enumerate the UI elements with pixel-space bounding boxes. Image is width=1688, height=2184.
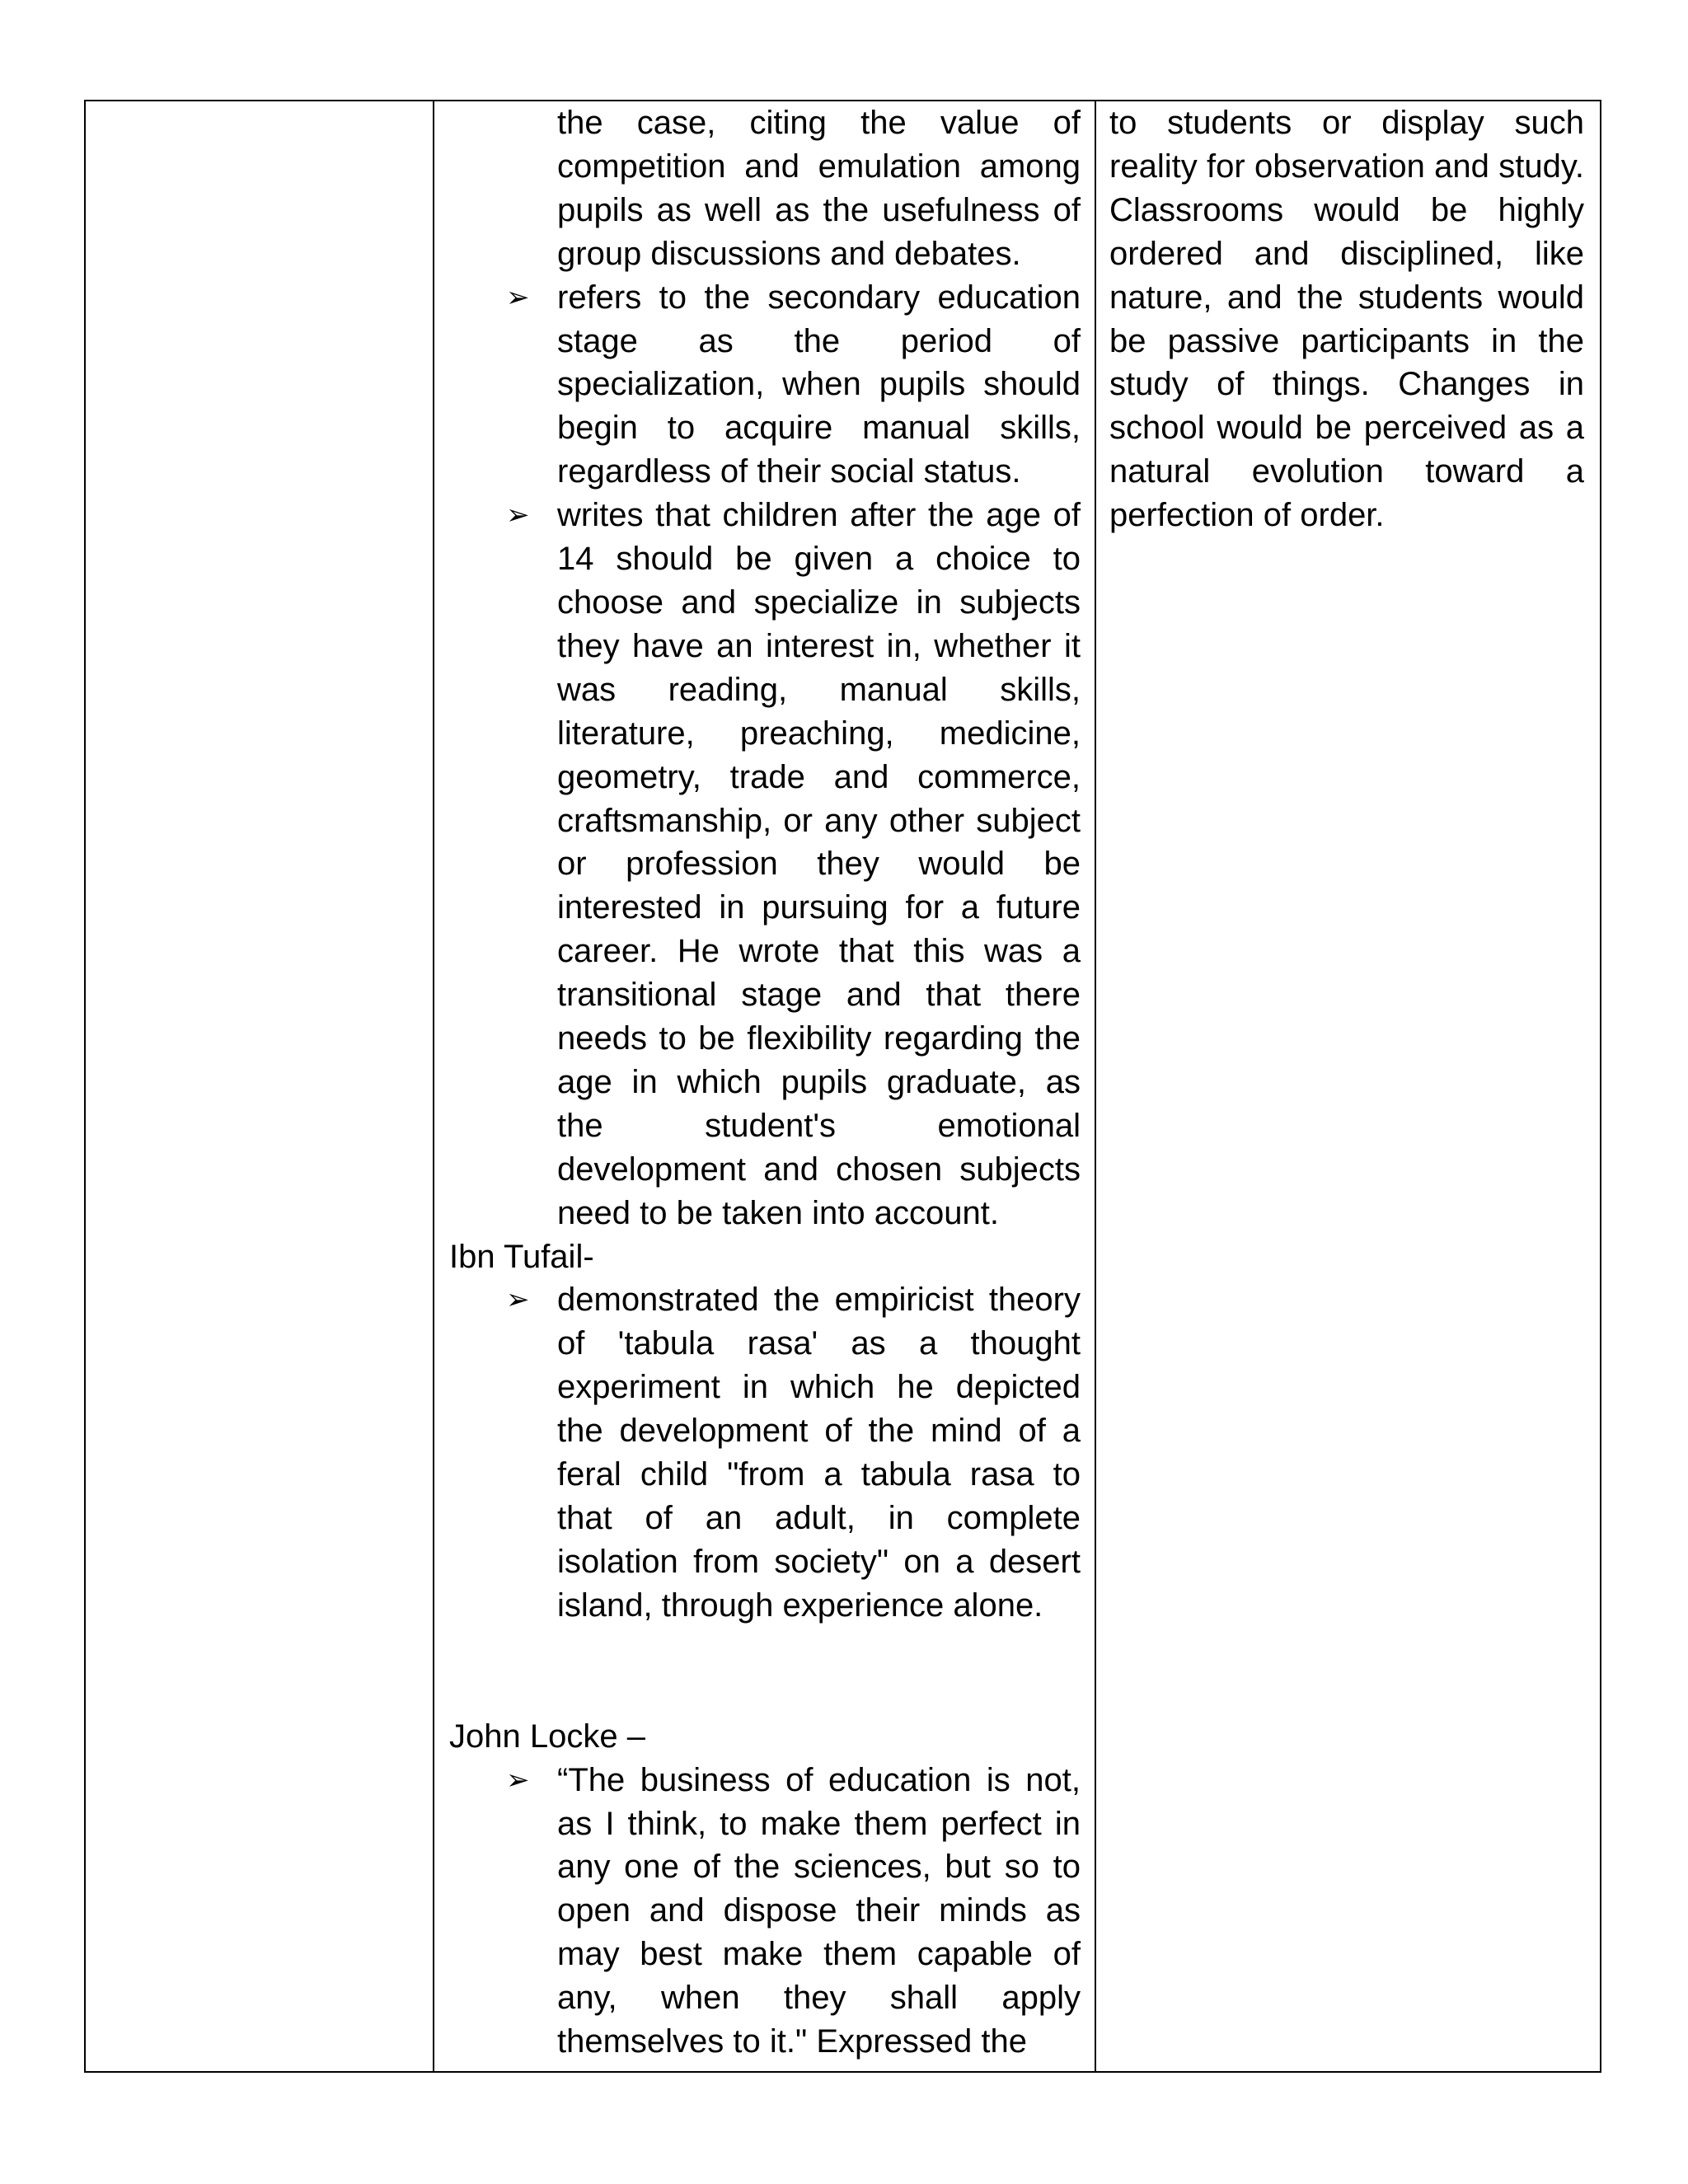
list-item — [506, 1759, 1081, 2064]
table-column-right — [1096, 101, 1600, 2071]
john-locke-heading: John Locke – — [449, 1718, 645, 1755]
right-column-paragraph: to students or display such reality for observation and study. Classrooms would be highly ordered and disciplined, like nature, and the students would be passive participants in the study of things. Changes in school would be perceived as a natural evolution toward a perfection of order. — [1109, 105, 1584, 534]
list-item-text: writes that children after the age of 14 should be given a choice to choose and specialize in subjects they have an interest in, whether it was reading, manual skills, literature, preaching, medicine, geometry, trade and commerce, craftsmanship, or any other subject or profession they would be interested in pursuing for a future career. He wrote that this was a transitional stage and that there needs to be flexibility regarding the age in which pupils graduate, as the student's emotional development and chosen subjects need to be taken into account. — [557, 497, 1081, 1231]
continued-paragraph: the case, citing the value of competition and emulation among pupils as well as the usefulness of group discussions and debates. — [557, 105, 1081, 272]
spacer — [434, 1628, 1095, 1715]
list-item — [506, 1278, 1081, 1627]
table-column-left — [86, 101, 434, 2071]
arrow-bullet-icon: ➢ — [506, 1763, 530, 1797]
list-item-text: demonstrated the empiricist theory of 'tabula rasa' as a thought experiment in which he depicted the development of the mind of a feral child "from a tabula rasa to that of an adult, in complete isolation from society" on a desert island, through experience alone. — [557, 1282, 1081, 1624]
list-item-text: “The business of education is not, as I think, to make them perfect in any one of the sciences, but so to open and dispose their minds as may best make them capable of any, when they shall apply themselves to it." Expressed the — [557, 1761, 1081, 2060]
ibn-tufail-heading: Ibn Tufail- — [449, 1238, 594, 1275]
list-item — [506, 494, 1081, 1235]
arrow-bullet-icon: ➢ — [506, 280, 530, 314]
list-item — [506, 276, 1081, 494]
arrow-bullet-icon: ➢ — [506, 1283, 530, 1317]
content-table — [84, 100, 1601, 2073]
arrow-bullet-icon: ➢ — [506, 499, 530, 532]
middle-column-content — [434, 101, 1095, 2071]
table-column-middle — [434, 101, 1096, 2071]
list-item-text: refers to the secondary education stage as the period of specialization, when pupils should begin to acquire manual skills, regardless of their social status. — [557, 279, 1081, 490]
